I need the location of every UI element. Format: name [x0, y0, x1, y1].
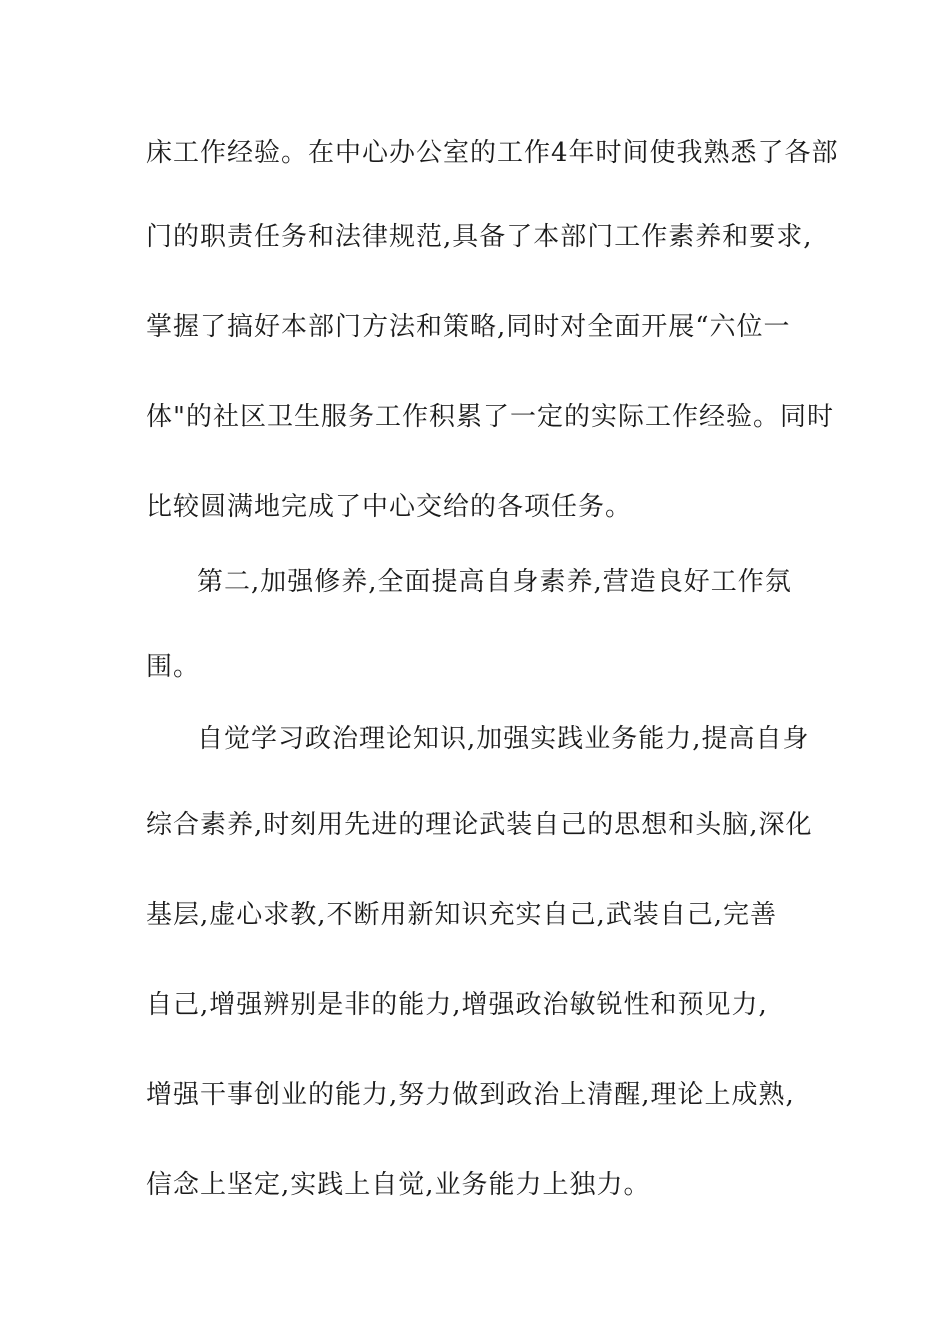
body-text-line: 掌握了搞好本部门方法和策略,同时对全面开展“六位一: [146, 312, 791, 342]
body-text-line: 增强干事创业的能力,努力做到政治上清醒,理论上成熟,: [146, 1080, 795, 1110]
section-heading-line: 第二,加强修养,全面提高自身素养,营造良好工作氛: [197, 567, 792, 597]
section-heading-line: 围。: [146, 652, 201, 682]
body-text-line: 床工作经验。在中心办公室的工作4年时间使我熟悉了各部: [146, 138, 839, 168]
body-text-line: 自觉学习政治理论知识,加强实践业务能力,提高自身: [197, 724, 810, 754]
body-text-line: 比较圆满地完成了中心交给的各项任务。: [146, 492, 633, 522]
body-text-line: 体"的社区卫生服务工作积累了一定的实际工作经验。同时: [146, 402, 834, 432]
body-text-line: 自己,增强辨别是非的能力,增强政治敏锐性和预见力,: [146, 990, 768, 1020]
body-text-line: 门的职责任务和法律规范,具备了本部门工作素养和要求,: [146, 222, 813, 252]
body-text-line: 综合素养,时刻用先进的理论武装自己的思想和头脑,深化: [146, 810, 813, 840]
body-text-line: 信念上坚定,实践上自觉,业务能力上独力。: [146, 1170, 651, 1200]
body-text-line: 基层,虚心求教,不断用新知识充实自己,武装自己,完善: [146, 900, 778, 930]
